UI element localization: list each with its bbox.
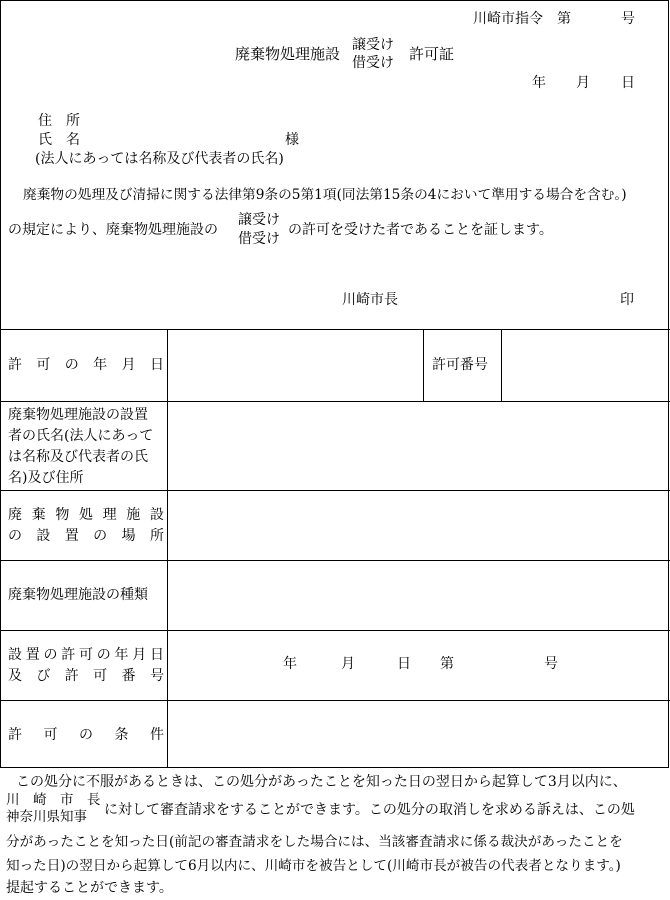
notice-line1: この処分に不服があるときは、この処分があったことを知った日の翌日から起算して3月以内に、 bbox=[16, 774, 627, 790]
installer-label-line: 廃棄物処理施設の設置 bbox=[8, 407, 148, 423]
notice-line2: に対して審査請求をすることができます。この処分の取消しを求める訴えは、この処 bbox=[104, 802, 635, 818]
permit-no-label-rule bbox=[423, 329, 424, 401]
install-permit-day: 日 bbox=[397, 656, 411, 672]
title-end: 許可証 bbox=[409, 45, 455, 63]
row-divider bbox=[0, 560, 670, 561]
title-option-lease: 借受け bbox=[352, 55, 394, 71]
installer-label-line: は名称及び代表者の氏 bbox=[8, 449, 148, 465]
installer-label-line: 者の氏名(法人にあって bbox=[8, 428, 154, 444]
label-column-rule bbox=[167, 329, 168, 768]
address-label: 住 所 bbox=[38, 113, 80, 129]
conditions-label: 許 可 の 条 件 bbox=[8, 727, 164, 743]
seal-mark: 印 bbox=[620, 292, 634, 308]
cert-no-prefix: 川崎市指令 第 bbox=[473, 11, 571, 27]
title-option-transfer: 譲受け bbox=[352, 37, 394, 53]
statement-line2-post: の許可を受けた者であることを証します。 bbox=[288, 222, 553, 238]
title-main: 廃棄物処理施設 bbox=[235, 45, 341, 63]
statement-option-lease: 借受け bbox=[238, 231, 280, 247]
statement-option-transfer: 譲受け bbox=[238, 212, 280, 228]
facility-type-label: 廃棄物処理施設の種類 bbox=[8, 587, 148, 603]
name-label: 氏 名 bbox=[38, 132, 80, 148]
statement-line1: 廃棄物の処理及び清掃に関する法律第9条の5第1項(同法第15条の4において準用する場合を含む。) bbox=[23, 187, 627, 203]
location-label: 廃 棄 物 処 理 施 設 の 設 置 の 場 所 bbox=[8, 507, 164, 544]
install-permit-no-suffix: 号 bbox=[544, 656, 558, 672]
statement-line2-pre: の規定により、廃棄物処理施設の bbox=[8, 222, 218, 238]
install-permit-year: 年 bbox=[283, 656, 297, 672]
issue-date-month: 月 bbox=[576, 75, 590, 91]
install-permit-no-prefix: 第 bbox=[440, 656, 454, 672]
permit-no-label: 許可番号 bbox=[432, 357, 488, 373]
issue-date-year: 年 bbox=[532, 75, 546, 91]
cert-no-suffix: 号 bbox=[621, 11, 635, 27]
install-permit-month: 月 bbox=[341, 656, 355, 672]
honorific: 様 bbox=[285, 132, 299, 148]
installer-label-line: 名)及び住所 bbox=[8, 470, 84, 486]
notice-authority-governor: 神奈川県知事 bbox=[6, 809, 87, 825]
notice-line3: 分があったことを知った日(前記の審査請求をした場合には、当該審査請求に係る裁決があったことを bbox=[6, 834, 623, 850]
issue-date-day: 日 bbox=[621, 75, 635, 91]
corporate-note: (法人にあっては名称及び代表者の氏名) bbox=[35, 151, 284, 167]
notice-line5: 提起することができます。 bbox=[6, 880, 173, 896]
notice-line4: 知った日)の翌日から起算して6月以内に、川崎市を被告として(川崎市長が被告の代表者となります。) bbox=[6, 858, 621, 874]
install-permit-label: 設 置 の 許 可 の 年 月 日 及 び 許 可 番 号 bbox=[8, 647, 164, 684]
row-divider bbox=[0, 490, 670, 491]
table-top-rule bbox=[0, 329, 670, 330]
permit-date-label: 許 可 の 年 月 日 bbox=[8, 357, 164, 373]
notice-authority-mayor: 川 崎 市 長 bbox=[6, 792, 101, 808]
issuer-name: 川崎市長 bbox=[342, 292, 398, 308]
installer-label bbox=[8, 405, 164, 489]
row-divider bbox=[0, 401, 670, 402]
row-divider bbox=[0, 700, 670, 701]
row-divider bbox=[0, 630, 670, 631]
permit-no-value-rule bbox=[501, 329, 502, 401]
